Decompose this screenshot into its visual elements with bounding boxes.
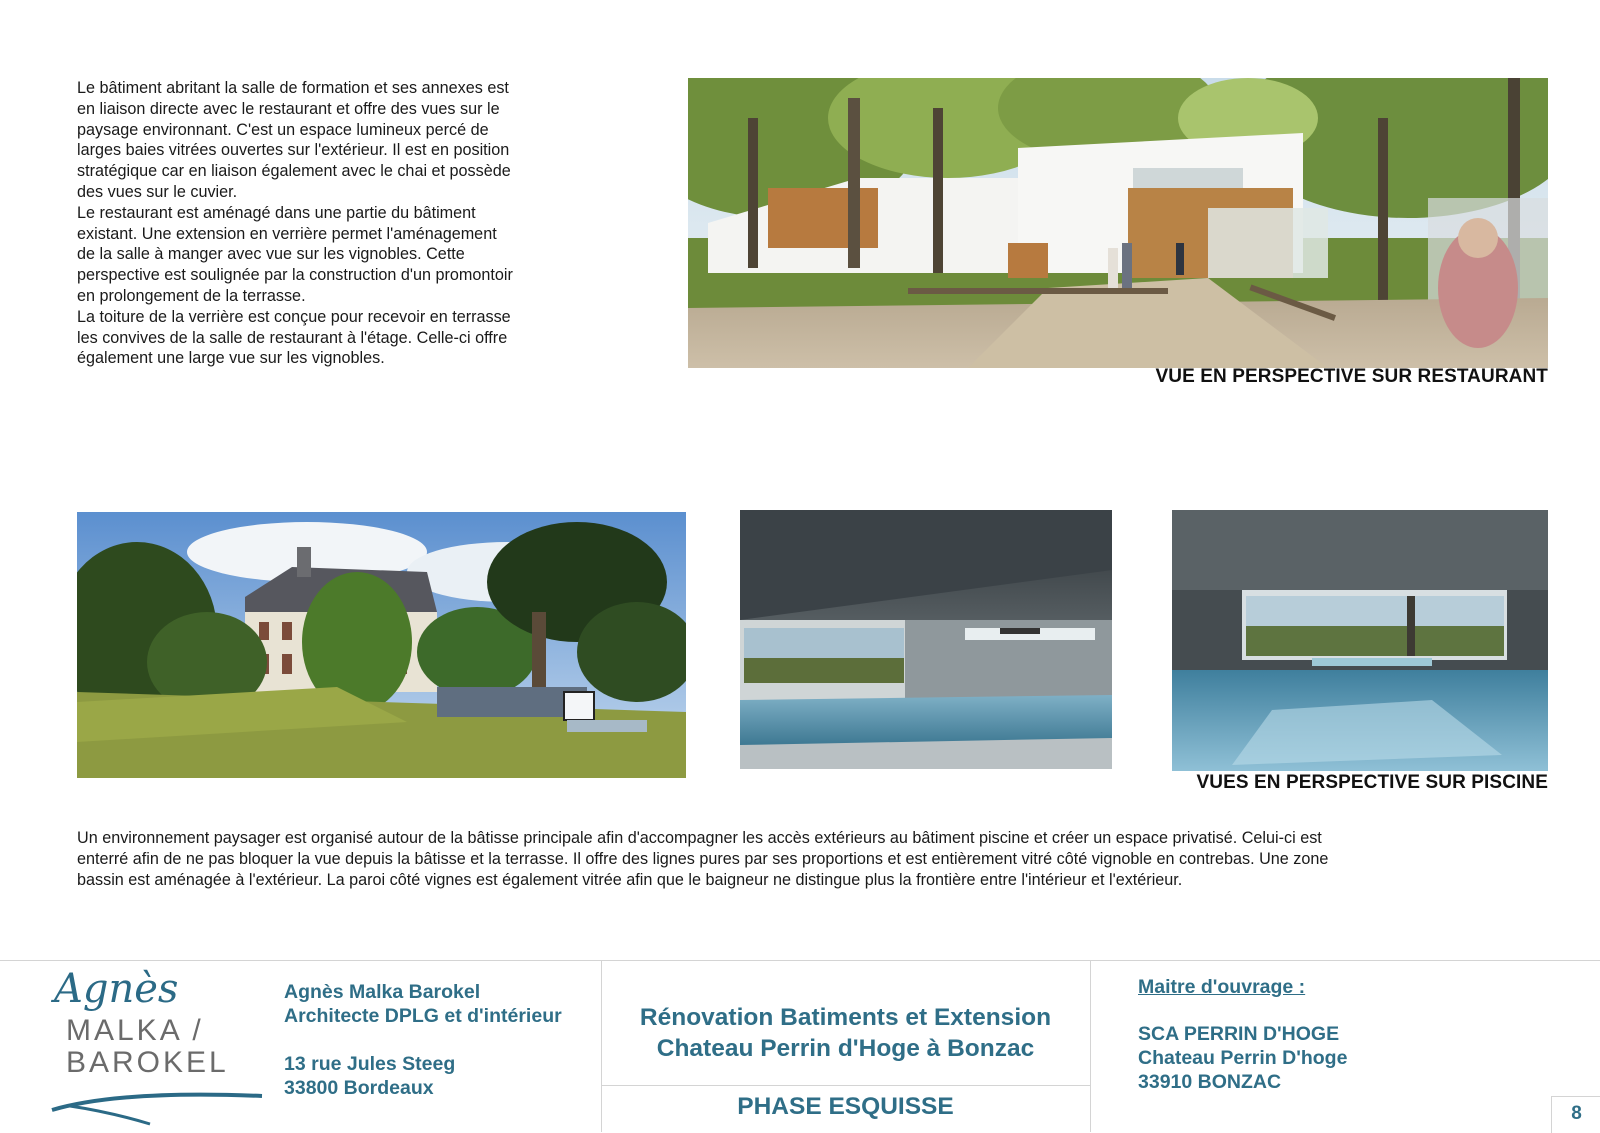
restaurant-caption: VUE EN PERSPECTIVE SUR RESTAURANT: [1155, 366, 1548, 387]
phase-label: PHASE ESQUISSE: [737, 1093, 954, 1120]
logo-script: Agnès: [54, 966, 179, 1012]
intro-paragraph: Le bâtiment abritant la salle de formation et ses annexes est en liaison directe avec le restaurant et offre des vues sur le paysage environnant. C'est un espace lumineux percé de larges baies vitrées ouvertes sur l'extérieur. Il est en position stratégique car en liaison également avec le chai et possède des vues sur le cuvier. Le restaurant est aménagé dans une partie du bâtiment existant. Une extension en verrière permet l'aménagement de la salle à manger avec vue sur les vignobles. Cette perspective est soulignée par la construction d'un promontoir en prolongement de la terrasse. La toiture de la verrière est conçue pour recevoir en terrasse les convives de la salle de restaurant à l'étage. Celle-ci offre également une large vue sur les vignobles.: [77, 79, 513, 368]
architect-name: Agnès Malka Barokel: [284, 981, 481, 1003]
chateau-photo: [77, 512, 686, 778]
restaurant-perspective-image: [688, 78, 1548, 368]
architect-logo: [50, 966, 265, 1128]
footer-phase-rule: [601, 1085, 1090, 1086]
pool-render-1: [740, 510, 1112, 769]
pool-caption: VUES EN PERSPECTIVE SUR PISCINE: [1196, 772, 1548, 793]
owner-city: 33910 BONZAC: [1138, 1071, 1282, 1093]
owner-estate: Chateau Perrin D'hoge: [1138, 1047, 1348, 1069]
footer-top-rule: [0, 960, 1600, 961]
logo-swoosh: [50, 1084, 265, 1128]
architect-city: 33800 Bordeaux: [284, 1077, 434, 1099]
architect-street: 13 rue Jules Steeg: [284, 1053, 456, 1075]
logo-line2: BAROKEL: [66, 1046, 229, 1079]
footer-divider-2: [1090, 960, 1091, 1132]
landscape-paragraph: Un environnement paysager est organisé autour de la bâtisse principale afin d'accompagner les accès extérieurs au bâtiment piscine et créer un espace privatisé. Celui-ci est enterré afin de ne pas bloquer la vue depuis la bâtisse et la terrasse. Il offre des lignes pures par ses proportions et est entièrement vitré côté vignoble en contrebas. Une zone bassin est aménagée à l'extérieur. La paroi côté vignes est également vitrée afin que le baigneur ne distingue plus la frontière entre l'intérieur et l'extérieur.: [77, 829, 1329, 889]
pool-render-2: [1172, 510, 1548, 771]
logo-line1: MALKA /: [66, 1014, 204, 1047]
project-title-line1: Rénovation Batiments et Extension: [639, 1004, 1052, 1031]
owner-name: SCA PERRIN D'HOGE: [1138, 1023, 1340, 1045]
architect-title: Architecte DPLG et d'intérieur: [284, 1005, 562, 1027]
project-title-line2: Chateau Perrin d'Hoge à Bonzac: [656, 1035, 1035, 1062]
owner-label: Maitre d'ouvrage :: [1138, 976, 1306, 998]
page-number: 8: [1551, 1096, 1600, 1133]
